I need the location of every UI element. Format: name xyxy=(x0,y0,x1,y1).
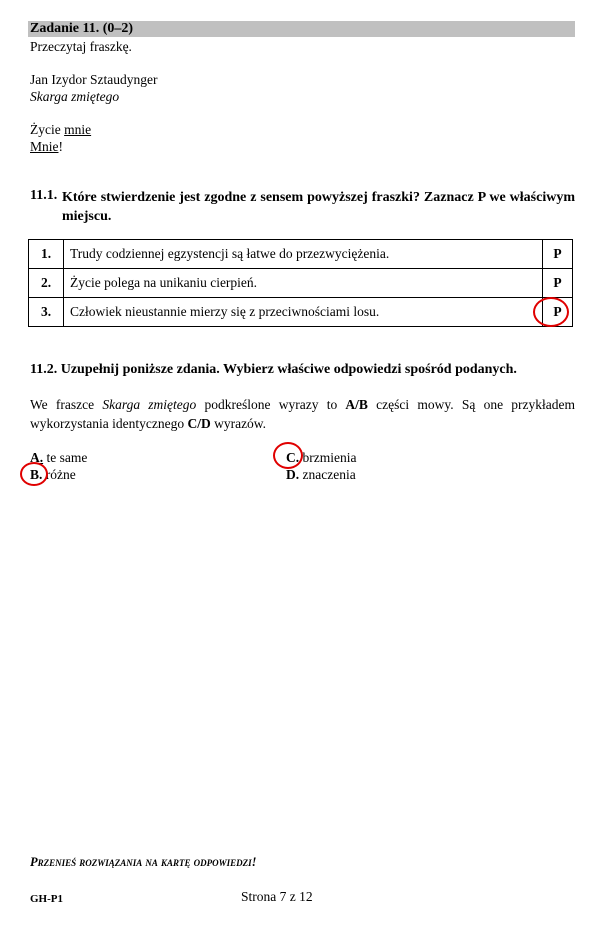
option-key: B. xyxy=(30,467,43,482)
paragraph-text: We fraszce xyxy=(30,397,103,412)
task-title: Zadanie 11. (0–2) xyxy=(30,21,134,36)
intro-text: Przeczytaj fraszkę. xyxy=(30,39,132,54)
paragraph-text: podkreślone wyrazy to xyxy=(196,397,346,412)
row-number: 3. xyxy=(29,298,64,327)
option-text: brzmienia xyxy=(299,450,357,465)
row-number: 1. xyxy=(29,240,64,269)
question-11-2-title: 11.2. Uzupełnij poniższe zdania. Wybierz właściwe odpowiedzi spośród podanych. xyxy=(30,362,517,377)
mark-cell-p[interactable]: P xyxy=(543,240,573,269)
option-key: D. xyxy=(286,467,300,482)
option-d[interactable] xyxy=(286,466,356,483)
mark-cell-p[interactable]: P xyxy=(543,269,573,298)
row-number: 2. xyxy=(29,269,64,298)
paragraph-text: wyrazów. xyxy=(210,416,267,431)
option-text: te same xyxy=(43,450,88,465)
question-11-1-number: 11.1. xyxy=(30,188,58,203)
true-statement-table xyxy=(28,239,573,327)
question-11-2-paragraph xyxy=(30,395,575,433)
answer-circle-row-3 xyxy=(533,297,569,327)
poem-line-2-end: ! xyxy=(58,139,63,154)
paragraph-text: części mowy. Są one przykładem wykorzystania identycznego xyxy=(30,397,576,431)
paragraph-poem-title: Skarga zmiętego xyxy=(102,397,197,412)
choice-ab: A/B xyxy=(345,397,368,412)
statement-text: Człowiek nieustannie mierzy się z przeciwnościami losu. xyxy=(64,298,543,327)
poem-underlined-word-1: mnie xyxy=(64,122,92,137)
statement-text: Życie polega na unikaniu cierpień. xyxy=(64,269,543,298)
poem-line-1 xyxy=(30,121,91,138)
page-number: Strona 7 z 12 xyxy=(241,889,313,904)
poem-underlined-word-2: Mnie xyxy=(30,139,59,154)
table-row xyxy=(29,240,573,269)
option-text: różne xyxy=(42,467,76,482)
answer-circle-option-b xyxy=(20,462,48,486)
poem-title: Skarga zmiętego xyxy=(30,89,120,104)
option-key: A. xyxy=(30,450,44,465)
footer-code: GH-P1 xyxy=(30,893,63,905)
table-row xyxy=(29,269,573,298)
poem-author: Jan Izydor Sztaudynger xyxy=(30,72,158,87)
table-row xyxy=(29,298,573,327)
poem-line-2 xyxy=(30,138,63,155)
option-text: znaczenia xyxy=(299,467,356,482)
footer-instruction: Przenieś rozwiązania na kartę odpowiedzi! xyxy=(30,855,257,869)
choice-cd: C/D xyxy=(187,416,211,431)
poem-line-1-start: Życie xyxy=(30,122,65,137)
option-key: C. xyxy=(286,450,300,465)
question-11-1-text: Które stwierdzenie jest zgodne z sensem powyższej fraszki? Zaznacz P we właściwym miejscu. xyxy=(62,190,575,224)
statement-text: Trudy codziennej egzystencji są łatwe do przezwyciężenia. xyxy=(64,240,543,269)
mark-cell-p[interactable]: P xyxy=(543,298,573,327)
answer-circle-option-c xyxy=(273,442,303,469)
